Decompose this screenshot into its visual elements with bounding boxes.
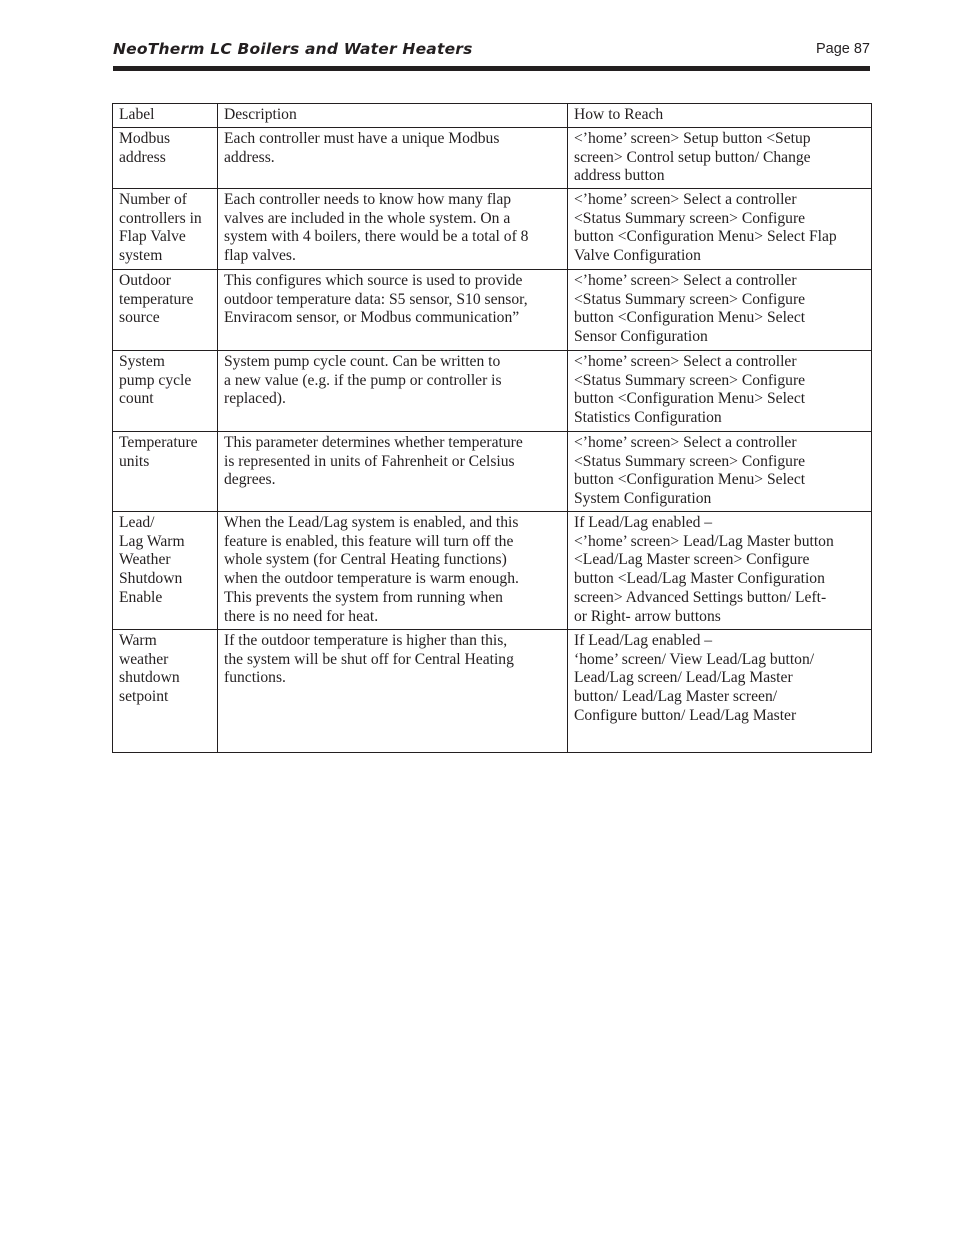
- row-how-to-reach: <’home’ screen> Select a controller <Status Summary screen> Configure button <Configuration Menu> Select Flap Valve Configuration: [568, 189, 872, 270]
- row-description: This parameter determines whether temperature is represented in units of Fahrenheit or Celsius degrees.: [218, 432, 568, 512]
- table-row: [113, 128, 872, 189]
- table-row: [113, 189, 872, 270]
- row-description: Each controller needs to know how many flap valves are included in the whole system. On a system with 4 boilers, there would be a total of 8 flap valves.: [218, 189, 568, 270]
- row-how-to-reach: If Lead/Lag enabled – <’home’ screen> Lead/Lag Master button <Lead/Lag Master screen> Configure button <Lead/Lag Master Configuration screen> Advanced Settings button/ Left- or Right- arrow buttons: [568, 512, 872, 630]
- page-header: [113, 38, 870, 66]
- row-how-to-reach: <’home’ screen> Select a controller <Status Summary screen> Configure button <Configuration Menu> Select System Configuration: [568, 432, 872, 512]
- table-row: [113, 432, 872, 512]
- row-description: This configures which source is used to provide outdoor temperature data: S5 sensor, S10 sensor, Enviracom sensor, or Modbus communication”: [218, 270, 568, 351]
- table-header-row: [113, 104, 872, 128]
- row-how-to-reach: If Lead/Lag enabled – ‘home’ screen/ View Lead/Lag button/ Lead/Lag screen/ Lead/Lag Master button/ Lead/Lag Master screen/ Configure button/ Lead/Lag Master: [568, 630, 872, 753]
- table-row: [113, 512, 872, 630]
- row-description: When the Lead/Lag system is enabled, and this feature is enabled, this feature will turn off the whole system (for Central Heating functions) when the outdoor temperature is warm enough. This prevents the system from running when there is no need for heat.: [218, 512, 568, 630]
- parameter-table: [112, 103, 872, 753]
- row-label: Warm weather shutdown setpoint: [113, 630, 218, 753]
- row-label: Modbus address: [113, 128, 218, 189]
- column-header-label: Label: [113, 104, 218, 128]
- row-description: System pump cycle count. Can be written to a new value (e.g. if the pump or controller is replaced).: [218, 351, 568, 432]
- header-rule: [113, 66, 870, 71]
- row-how-to-reach: <’home’ screen> Select a controller <Status Summary screen> Configure button <Configuration Menu> Select Statistics Configuration: [568, 351, 872, 432]
- row-label: System pump cycle count: [113, 351, 218, 432]
- table-row: [113, 351, 872, 432]
- row-how-to-reach: <’home’ screen> Setup button <Setup screen> Control setup button/ Change address button: [568, 128, 872, 189]
- table-row: [113, 270, 872, 351]
- row-label: Lead/ Lag Warm Weather Shutdown Enable: [113, 512, 218, 630]
- page-number: Page 87: [815, 41, 870, 57]
- row-label: Temperature units: [113, 432, 218, 512]
- column-header-how-to-reach: How to Reach: [568, 104, 872, 128]
- document-title: NeoTherm LC Boilers and Water Heaters: [113, 40, 473, 58]
- row-label: Number of controllers in Flap Valve system: [113, 189, 218, 270]
- row-label: Outdoor temperature source: [113, 270, 218, 351]
- row-how-to-reach: <’home’ screen> Select a controller <Status Summary screen> Configure button <Configuration Menu> Select Sensor Configuration: [568, 270, 872, 351]
- table-row: [113, 630, 872, 753]
- column-header-description: Description: [218, 104, 568, 128]
- row-description: Each controller must have a unique Modbus address.: [218, 128, 568, 189]
- row-description: If the outdoor temperature is higher than this, the system will be shut off for Central Heating functions.: [218, 630, 568, 753]
